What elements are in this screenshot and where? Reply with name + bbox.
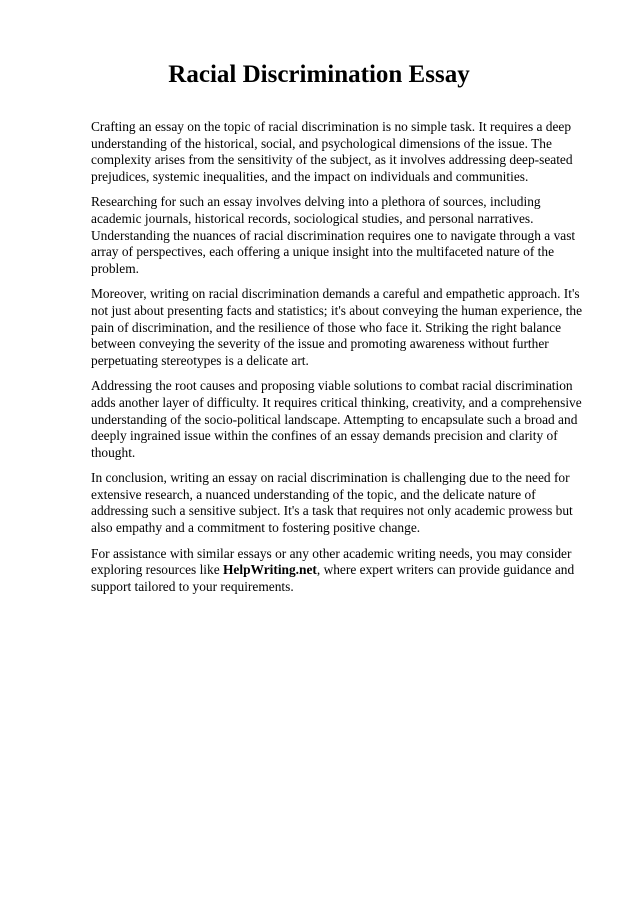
paragraph-1: Crafting an essay on the topic of racial discrimination is no simple task. It requires a deep understanding of the historical, social, and psychological dimensions of the issue. The complexity arises from the sensitivity of the subject, as it involves addressing deep-seated prejudices, systemic inequalities, and the impact on individuals and communities. xyxy=(91,119,573,184)
closing-text-before: For assistance with similar essays or any other academic writing needs, you may consider exploring resources like xyxy=(91,545,572,578)
closing-text-after: , where expert writers can provide guidance and support tailored to your requirements. xyxy=(91,562,575,594)
helpwriting-link[interactable]: HelpWriting.net xyxy=(223,562,317,578)
essay-body xyxy=(91,119,591,604)
paragraph-3: Moreover, writing on racial discrimination demands a careful and empathetic approach. It's not just about presenting facts and statistics; it's about conveying the human experience, the pain of discrimination, and the resilience of those who face it. Striking the right balance between conveying the severity of the issue and promoting awareness without further perpetuating stereotypes is a delicate art. xyxy=(91,286,583,368)
paragraph-6-closing xyxy=(91,546,591,596)
paragraph-2: Researching for such an essay involves delving into a plethora of sources, including academic journals, historical records, sociological studies, and personal narratives. Understanding the nuances of racial discrimination requires one to navigate through a vast array of perspectives, each offering a unique insight into the multifaceted nature of the problem. xyxy=(91,194,576,276)
page-title: Racial Discrimination Essay xyxy=(168,61,470,88)
paragraph-4: Addressing the root causes and proposing viable solutions to combat racial discrimination adds another layer of difficulty. It requires critical thinking, creativity, and a comprehensive understanding of the socio-political landscape. Attempting to encapsulate such a broad and deeply ingrained issue within the confines of an essay demands precision and clarity of thought. xyxy=(91,378,582,460)
paragraph-5: In conclusion, writing an essay on racial discrimination is challenging due to the need for extensive research, a nuanced understanding of the topic, and the delicate nature of addressing such a sensitive subject. It's a task that requires not only academic prowess but also empathy and a commitment to fostering positive change. xyxy=(91,470,573,536)
